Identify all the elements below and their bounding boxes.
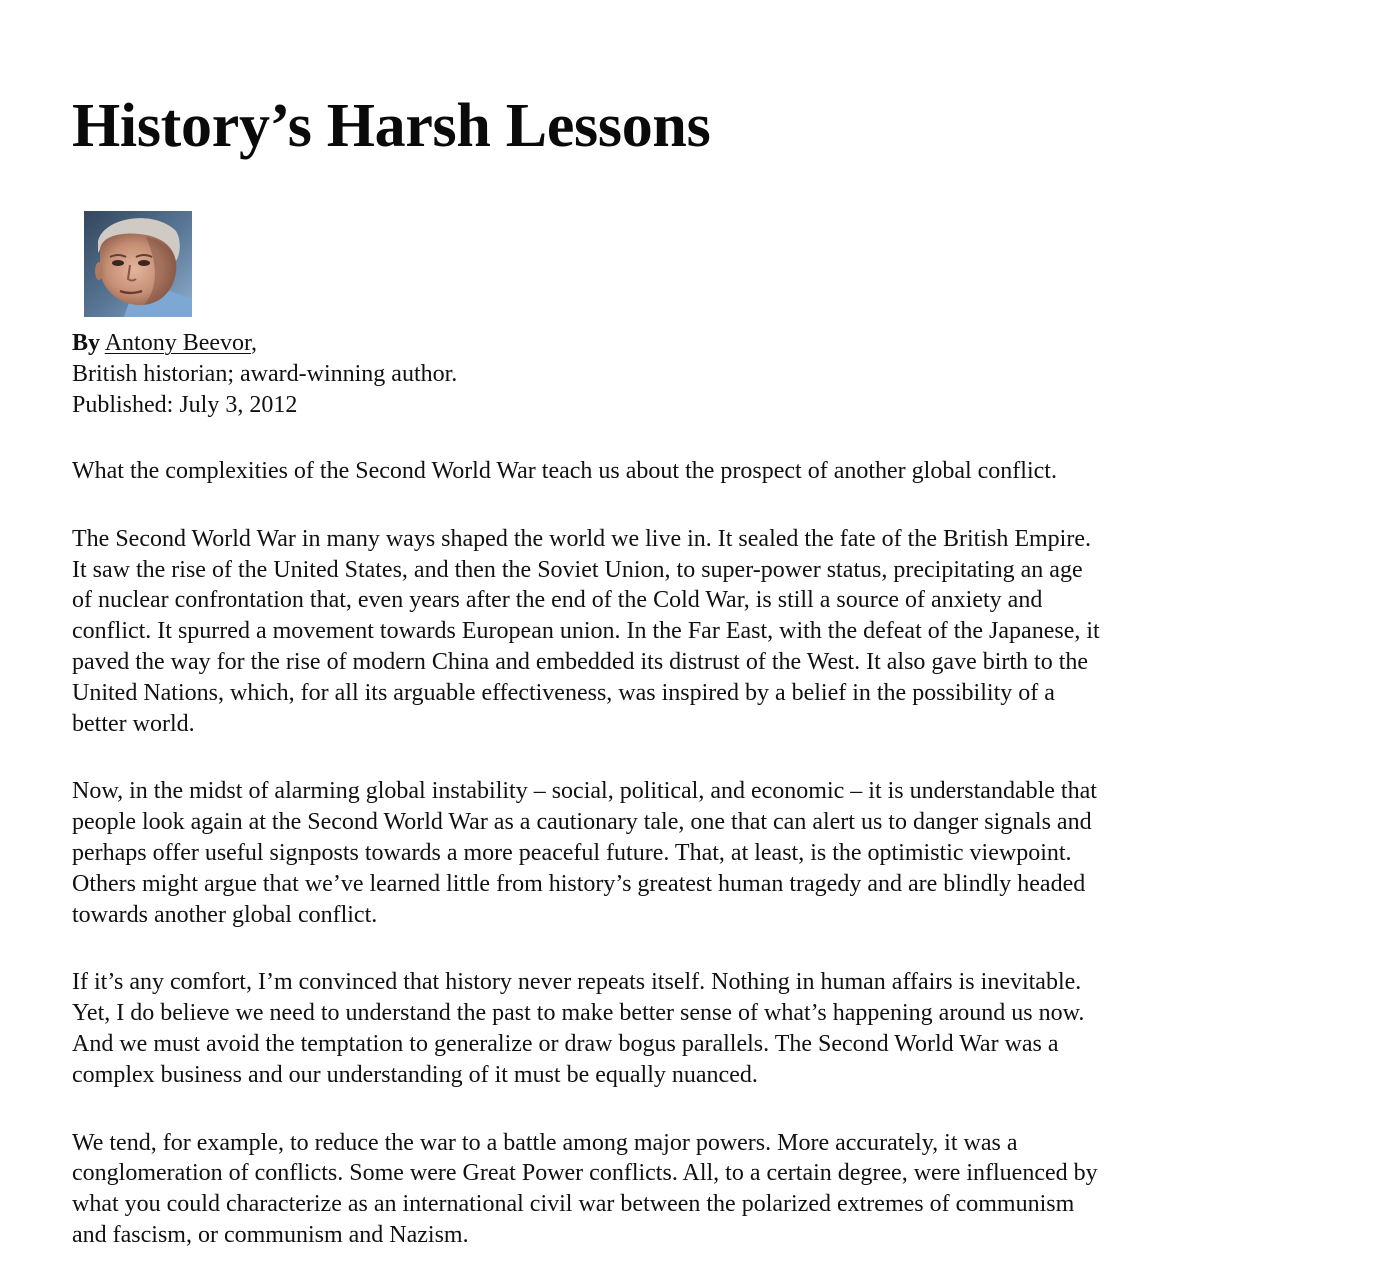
author-line <box>72 328 457 359</box>
published-date: Published: July 3, 2012 <box>72 392 298 418</box>
author-link[interactable]: Antony Beevor <box>104 330 252 356</box>
article-paragraph: Now, in the midst of alarming global instability – social, political, and economic – it is understandable that people look again at the Second World War as a cautionary tale, one that can alert us to danger signals and perhaps offer useful signposts towards a more peaceful future. That, at least, is the optimistic viewpoint. Others might argue that we’ve learned little from history’s greatest human tragedy and are blindly headed towards another global conflict. <box>72 778 1097 928</box>
author-avatar <box>84 211 192 317</box>
article-paragraph: The Second World War in many ways shaped the world we live in. It sealed the fate of the British Empire. It saw the rise of the United States, and then the Soviet Union, to super-power status, precipitating an age of nuclear confrontation that, even years after the end of the Cold War, is still a source of anxiety and conflict. It spurred a movement towards European union. In the Far East, with the defeat of the Japanese, it paved the way for the rise of modern China and embedded its distrust of the West. It also gave birth to the United Nations, which, for all its arguable effectiveness, was inspired by a belief in the possibility of a better world. <box>72 525 1100 737</box>
article-paragraph: If it’s any comfort, I’m convinced that history never repeats itself. Nothing in human affairs is inevitable. Yet, I do believe we need to understand the past to make better sense of what’s happening around us now. And we must avoid the temptation to generalize or draw bogus parallels. The Second World War was a complex business and our understanding of it must be equally nuanced. <box>72 969 1085 1088</box>
author-suffix: , <box>251 330 258 356</box>
author-portrait-icon <box>84 211 192 317</box>
article-title: History’s Harsh Lessons <box>72 92 711 160</box>
article-paragraph: We tend, for example, to reduce the war to a battle among major powers. More accurately, it was a conglomeration of conflicts. Some were Great Power conflicts. All, to a certain degree, were influenced by what you could characterize as an international civil war between the polarized extremes of communism and fascism, or communism and Nazism. <box>72 1129 1098 1248</box>
author-prefix: By <box>72 330 101 356</box>
article-summary: What the complexities of the Second World War teach us about the prospect of another global conflict. <box>72 458 1057 484</box>
article-body <box>72 456 1232 1288</box>
byline <box>72 328 457 421</box>
author-description: British historian; award-winning author. <box>72 361 458 387</box>
